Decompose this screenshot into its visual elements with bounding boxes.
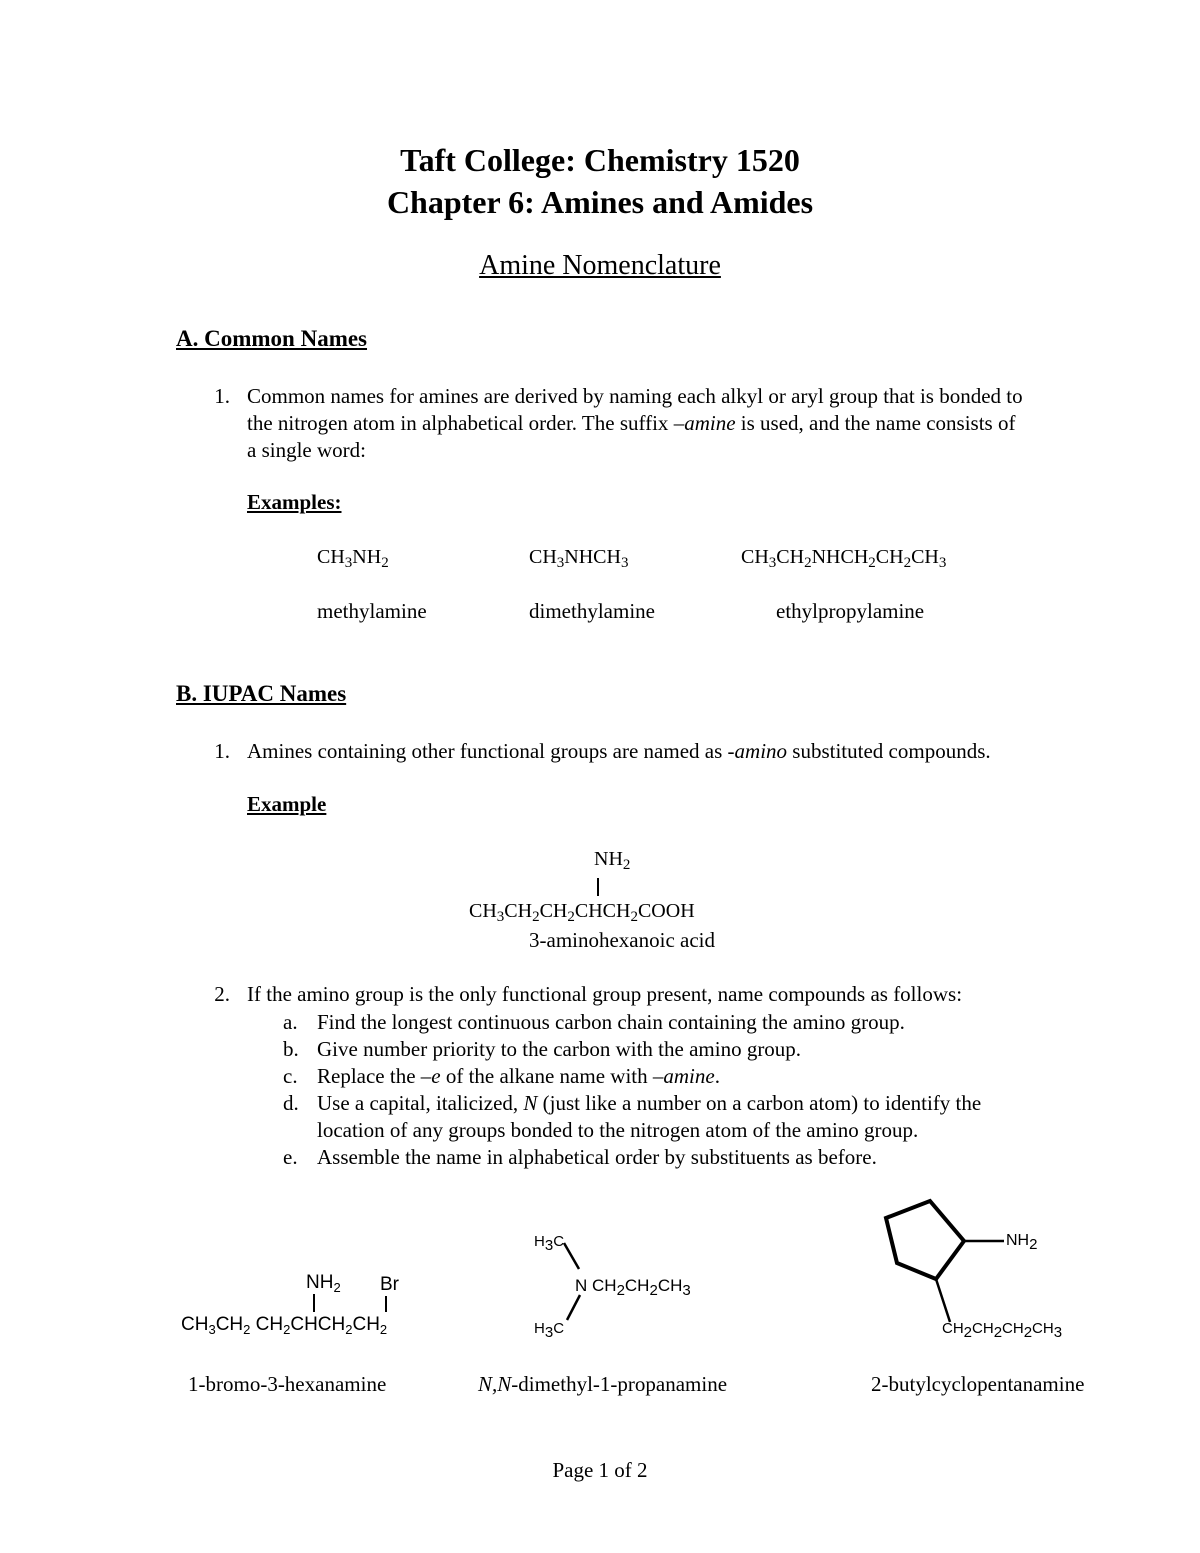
step-letter: e. <box>283 1145 298 1169</box>
bond-line <box>597 878 599 896</box>
step-text: Give number priority to the carbon with the amino group. <box>317 1037 802 1061</box>
bond-line <box>385 1296 387 1312</box>
paragraph-line: If the amino group is the only functional group present, name compounds as follows: <box>247 982 963 1006</box>
formula-dimethylamine: $CH_3NHCH_3$ <box>529 546 629 571</box>
page-title-line2: Chapter 6: Amines and Amides <box>386 184 814 220</box>
formula-aminohexanoic-chain: $CH_3CH_2CH_2CHCH_2COOH$ <box>469 900 695 925</box>
step-text: Use a capital, italicized, N (just like a number on a carbon atom) to identify the <box>317 1091 982 1115</box>
step-letter: c. <box>283 1064 298 1088</box>
list-number: 1. <box>214 384 230 408</box>
compound-name: ethylpropylamine <box>776 599 925 623</box>
step-text: Replace the –e of the alkane name with –amine. <box>317 1064 720 1088</box>
step-text: Find the longest continuous carbon chain containing the amino group. <box>317 1010 905 1034</box>
bromine-label: Br <box>380 1274 399 1295</box>
section-b-heading: B. IUPAC Names <box>176 681 347 706</box>
step-text: location of any groups bonded to the nitrogen atom of the amino group. <box>317 1118 919 1142</box>
section-a-heading: A. Common Names <box>176 326 368 351</box>
formula-methylamine: $CH_3NH_2$ <box>317 546 389 571</box>
compound-name: N,N-dimethyl-1-propanamine <box>478 1372 728 1396</box>
formula-bromohexanamine-chain: $CH_3CH_2$ $CH_2CHCH_2CH_2$ <box>181 1314 388 1337</box>
compound-name: 1-bromo-3-hexanamine <box>188 1372 387 1396</box>
step-letter: d. <box>283 1091 299 1115</box>
compound-name: dimethylamine <box>529 599 655 623</box>
compound-name: 3-aminohexanoic acid <box>529 928 716 952</box>
examples-heading: Examples: <box>247 490 342 514</box>
paragraph-line: a single word: <box>247 438 366 462</box>
list-number: 2. <box>214 982 230 1006</box>
formula-nh2-label: $NH_2$ <box>306 1272 341 1295</box>
compound-name: 2-butylcyclopentanamine <box>871 1372 1085 1396</box>
paragraph-line: Amines containing other functional groups are named as -amino substituted compounds. <box>247 739 991 763</box>
formula-butyl: CH2CH2CH2CH3 <box>942 1320 1063 1341</box>
example-heading: Example <box>247 792 327 816</box>
formula-nh2-substituent: $NH_2$ <box>594 848 631 873</box>
paragraph-line: Common names for amines are derived by naming each alkyl or aryl group that is bonded to <box>247 384 1023 408</box>
step-letter: a. <box>283 1010 298 1034</box>
cyclopentane-ring <box>870 1190 1050 1340</box>
formula-ethylpropylamine: $CH_3CH_2NHCH_2CH_2CH_3$ <box>741 546 947 571</box>
page-title-line1: Taft College: Chemistry 1520 <box>400 142 800 178</box>
compound-name: methylamine <box>317 599 427 623</box>
step-letter: b. <box>283 1037 299 1061</box>
formula-methyl-top: H3C <box>534 1233 565 1254</box>
page-subtitle: Amine Nomenclature <box>479 250 721 281</box>
list-number: 1. <box>214 739 230 763</box>
paragraph-line: the nitrogen atom in alphabetical order. The suffix –amine is used, and the name consists of <box>247 411 1016 435</box>
formula-methyl-bottom: H3C <box>534 1320 565 1341</box>
formula-npropyl: N CH2CH2CH3 <box>575 1276 691 1299</box>
step-text: Assemble the name in alphabetical order by substituents as before. <box>317 1145 877 1169</box>
page-number: Page 1 of 2 <box>552 1458 648 1482</box>
bond-line <box>313 1294 315 1312</box>
formula-nh2-ring: NH2 <box>1006 1232 1038 1253</box>
